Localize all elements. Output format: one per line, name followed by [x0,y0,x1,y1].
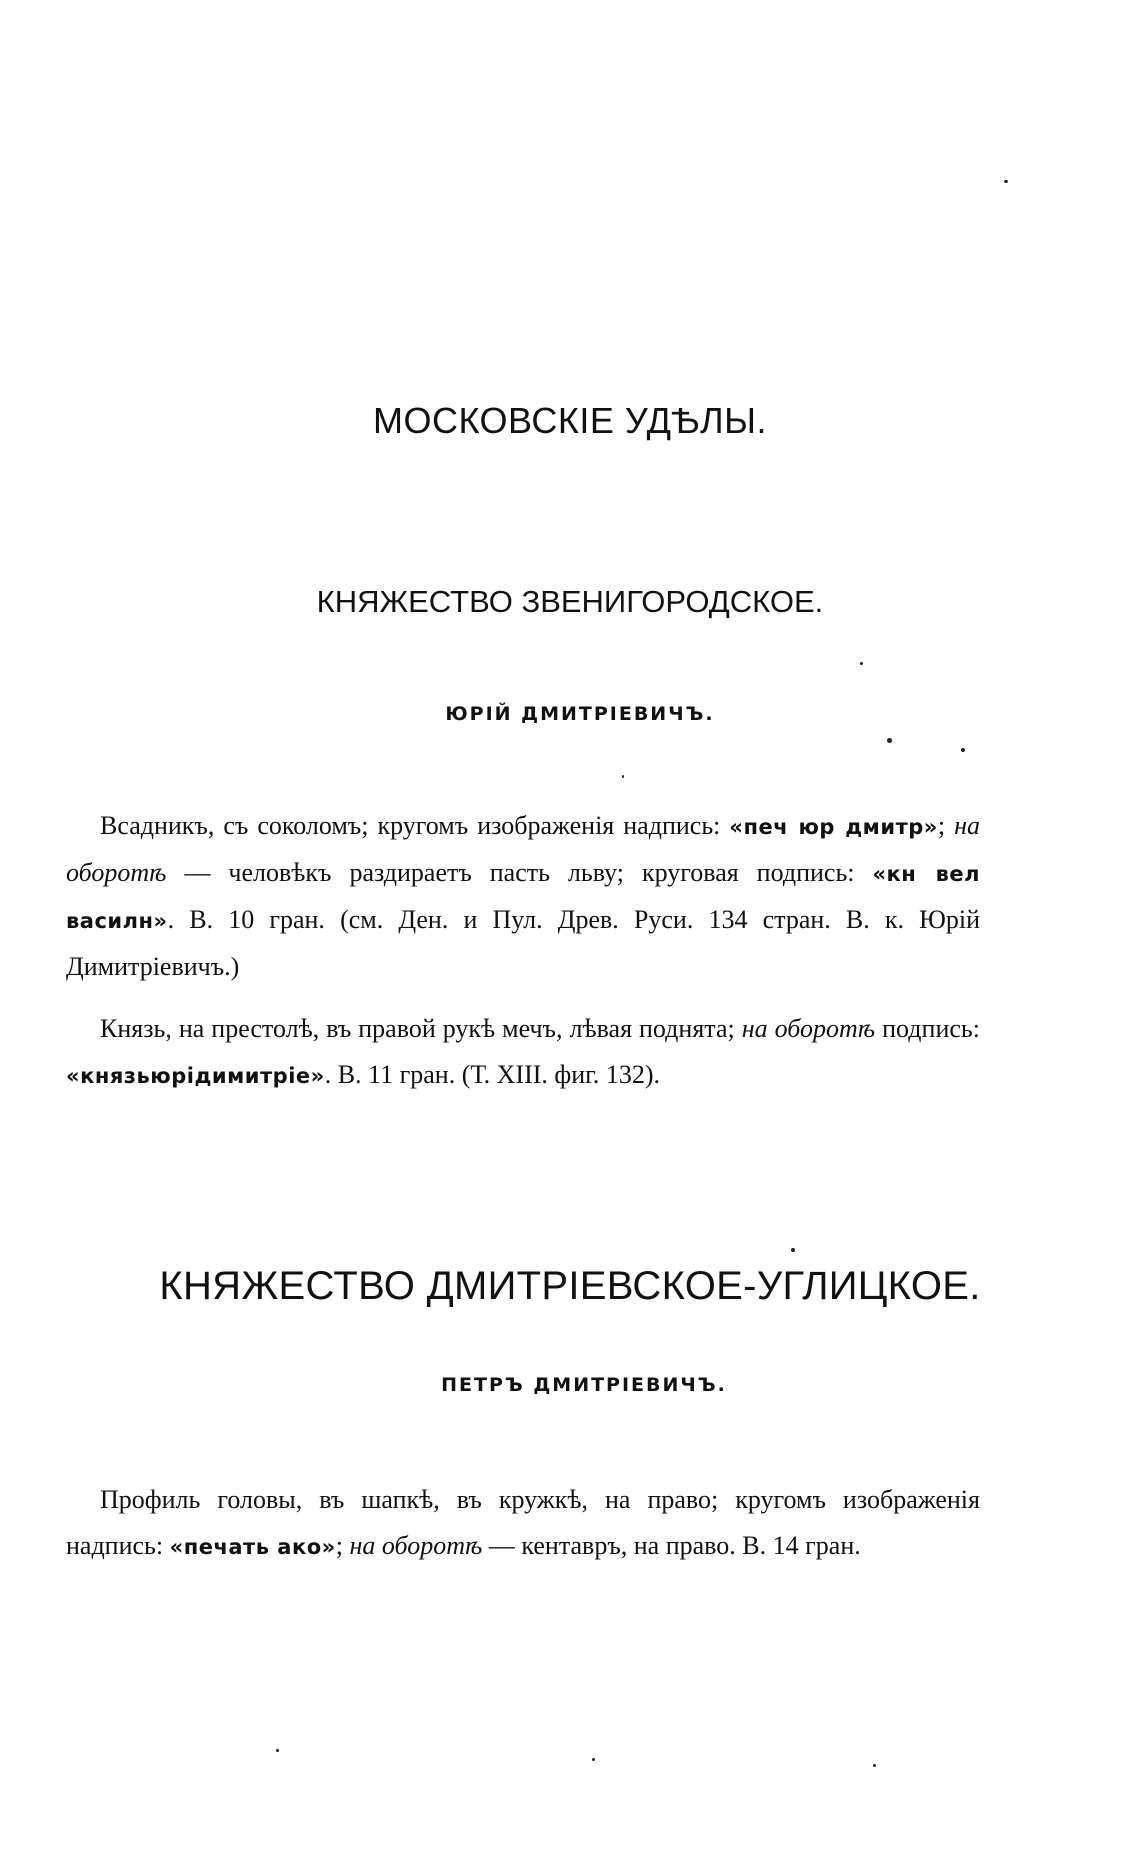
scan-speck [873,1764,876,1767]
prince-name-yuri: ЮРІЙ ДМИТРІЕВИЧЪ. [445,703,715,725]
coin-inscription: «князьюрідимитріе» [66,1064,325,1088]
scan-speck [592,1758,595,1761]
paragraph-text: — человѣкъ раздираетъ пасть льву; круговая подпись: [166,858,873,887]
scan-speck [860,662,863,665]
coin-description-paragraph [66,1477,980,1570]
coin-description-paragraph [66,1006,980,1099]
coin-description-paragraph [66,803,980,990]
coin-inscription: «кн вел василн» [66,862,980,933]
paragraph-text: . В. 10 гран. (см. Ден. и Пул. Древ. Руси. 134 стран. В. к. Юрій Димитріевичъ.) [66,905,980,981]
section-heading-zvenigorod: КНЯЖЕСТВО ЗВЕНИГОРОДСКОЕ. [316,584,824,619]
coin-inscription: «печ юр дмитр» [729,815,938,839]
scan-speck [961,748,965,752]
prince-name-petr: ПЕТРЪ ДМИТРІЕВИЧЪ. [441,1374,727,1396]
section-heading-dmitrov-uglich: КНЯЖЕСТВО ДМИТРІЕВСКОЕ-УГЛИЦКОЕ. [159,1264,981,1308]
italic-term-reverse: на оборотѣ [741,1014,876,1043]
scan-speck [276,1749,279,1752]
coin-inscription: «печать ако» [169,1535,336,1559]
paragraph-text: подпись: [875,1014,980,1043]
paragraph-text: — кентавръ, на право. В. 14 гран. [482,1531,861,1560]
page-title: МОСКОВСКІЕ УДѢЛЫ. [373,400,767,441]
paragraph-text: ; [937,811,955,840]
scan-speck [887,738,892,743]
paragraph-text: Князь, на престолѣ, въ правой рукѣ мечъ, лѣвая поднята; [100,1014,742,1043]
paragraph-text: ; [335,1531,350,1560]
scan-speck [791,1248,795,1252]
paragraph-text: . В. 11 гран. (Т. XIII. фиг. 132). [324,1060,661,1089]
italic-term-reverse: на оборотѣ [66,811,980,887]
scan-speck [622,775,624,778]
paragraph-text: Всадникъ, съ соколомъ; кругомъ изображенія надпись: [100,811,730,840]
paragraph-text: Профиль головы, въ шапкѣ, въ кружкѣ, на право; кругомъ изображенія надпись: [66,1485,980,1560]
scan-speck [1004,180,1008,183]
italic-term-reverse: на оборотѣ [349,1531,483,1560]
